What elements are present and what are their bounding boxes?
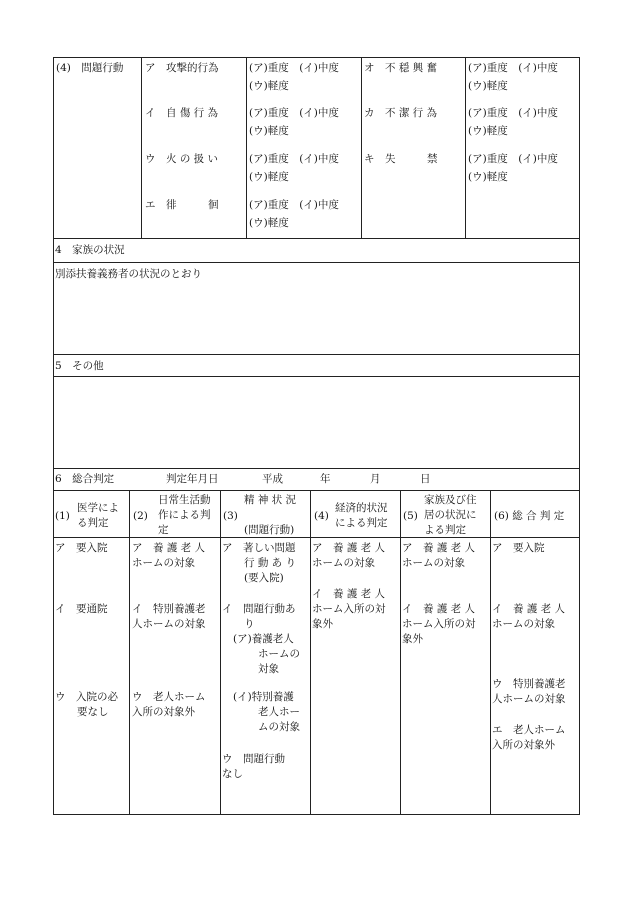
col2-option: ア 養 護 老 人 (132, 542, 206, 554)
col1-header: る判定 (77, 517, 109, 529)
col6-option: ウ 特別養護老 (492, 678, 566, 690)
col1-header: 医学によ (77, 502, 119, 514)
col5-option: ホーム入所の対 (402, 618, 476, 630)
behavior-grade: (ア)重度 (イ)中度 (468, 62, 558, 74)
col6-header: (6) 総 合 判 定 (494, 510, 565, 522)
col4-option: 象外 (312, 618, 333, 630)
col3-header: (問題行動) (244, 524, 295, 536)
behavior-item-unclean: カ 不 潔 行 為 (364, 107, 438, 119)
col5-header: 居の状況に (424, 509, 477, 521)
behavior-grade: (ウ)軽度 (468, 80, 508, 92)
col3-option: 行 動 あ り (244, 557, 297, 569)
behavior-heading: (4) 問題行動 (56, 62, 124, 74)
behavior-grade: (ア)重度 (イ)中度 (249, 153, 339, 165)
col6-option: ア 要入院 (492, 542, 545, 554)
col3-num: (3) (223, 510, 238, 522)
col4-option: ホーム入所の対 (312, 603, 386, 615)
col2-option: イ 特別養護老 (132, 603, 206, 615)
col2-option: ウ 老人ホーム (132, 691, 206, 703)
family-body: 別添扶養義務者の状況のとおり (55, 268, 202, 280)
col3-option: (要入院) (244, 572, 284, 584)
judgment-year-label: 年 (320, 473, 331, 485)
col2-num: (2) (133, 510, 148, 522)
behavior-grade: (ア)重度 (イ)中度 (468, 107, 558, 119)
left-border (53, 57, 54, 814)
col5-option: ア 養 護 老 人 (402, 542, 476, 554)
col3-option: 老人ホー (258, 706, 300, 718)
col4-header: による判定 (335, 517, 388, 529)
other-heading: 5 その他 (55, 360, 104, 372)
col3-header: 精 神 状 況 (244, 494, 297, 506)
col2-option: 人ホームの対象 (132, 618, 206, 630)
judgment-date-label: 判定年月日 (166, 473, 219, 485)
behavior-grade: (ア)重度 (イ)中度 (249, 107, 339, 119)
col2-header: 作による判 (158, 509, 211, 521)
col1-option: イ 要通院 (55, 603, 108, 615)
col2-header: 日常生活動 (158, 494, 211, 506)
col3-option: なし (222, 768, 243, 780)
col3-option: ウ 問題行動 (222, 753, 285, 765)
bottom-border (53, 814, 580, 815)
behavior-grade: (ウ)軽度 (468, 125, 508, 137)
judgment-day-label: 日 (420, 473, 431, 485)
col6-option: 入所の対象外 (492, 739, 555, 751)
col3-option: ホームの (258, 648, 300, 660)
behavior-item-fire: ウ 火 の 扱 い (145, 153, 219, 165)
col3-option: 対象 (258, 663, 279, 675)
col4-option: ア 養 護 老 人 (312, 542, 386, 554)
col5-option: 象外 (402, 633, 423, 645)
col3-option: ア 著しい問題 (222, 542, 296, 554)
col3-option: イ 問題行動あ (222, 603, 296, 615)
judgment-heading: 6 総合判定 (55, 473, 115, 485)
behavior-item-agitation: オ 不 穏 興 奮 (364, 62, 438, 74)
family-heading: 4 家族の状況 (55, 244, 125, 256)
col1-option: ア 要入院 (55, 542, 108, 554)
col4-header: 経済的状況 (335, 502, 388, 514)
behavior-grade: (ア)重度 (イ)中度 (468, 153, 558, 165)
col4-option: イ 養 護 老 人 (312, 588, 386, 600)
behavior-grade: (ア)重度 (イ)中度 (249, 62, 339, 74)
behavior-grade: (ウ)軽度 (249, 171, 289, 183)
behavior-grade: (ウ)軽度 (249, 217, 289, 229)
behavior-grade: (ウ)軽度 (468, 171, 508, 183)
col5-header: 家族及び住 (424, 494, 477, 506)
behavior-item-aggression: ア 攻撃的行為 (145, 62, 219, 74)
top-border (53, 57, 580, 58)
col6-option: 人ホームの対象 (492, 693, 566, 705)
col6-option: イ 養 護 老 人 (492, 603, 566, 615)
col3-option: (イ)特別養護 (233, 691, 294, 703)
col2-header: 定 (158, 524, 169, 536)
col3-option: (ア)養護老人 (233, 633, 294, 645)
col2-option: ホームの対象 (132, 557, 195, 569)
col6-option: エ 老人ホーム (492, 724, 566, 736)
judgment-month-label: 月 (370, 473, 381, 485)
behavior-grade: (ア)重度 (イ)中度 (249, 199, 339, 211)
col1-option: ウ 入院の必 (55, 691, 118, 703)
col6-option: ホームの対象 (492, 618, 555, 630)
col4-option: ホームの対象 (312, 557, 375, 569)
col5-option: ホームの対象 (402, 557, 465, 569)
col3-option: り (244, 618, 255, 630)
col2-option: 入所の対象外 (132, 706, 195, 718)
right-border (579, 57, 580, 814)
behavior-item-selfharm: イ 自 傷 行 為 (145, 107, 219, 119)
behavior-grade: (ウ)軽度 (249, 125, 289, 137)
col4-num: (4) (314, 510, 329, 522)
behavior-grade: (ウ)軽度 (249, 80, 289, 92)
col3-option: ムの対象 (258, 721, 300, 733)
col1-num: (1) (55, 510, 70, 522)
col5-num: (5) (403, 510, 418, 522)
judgment-era: 平成 (262, 473, 283, 485)
col1-option: 要なし (77, 706, 109, 718)
behavior-item-incontinence: キ 失 禁 (364, 153, 438, 165)
behavior-item-wandering: エ 徘 徊 (145, 199, 219, 211)
col5-option: イ 養 護 老 人 (402, 603, 476, 615)
col5-header: よる判定 (424, 524, 466, 536)
